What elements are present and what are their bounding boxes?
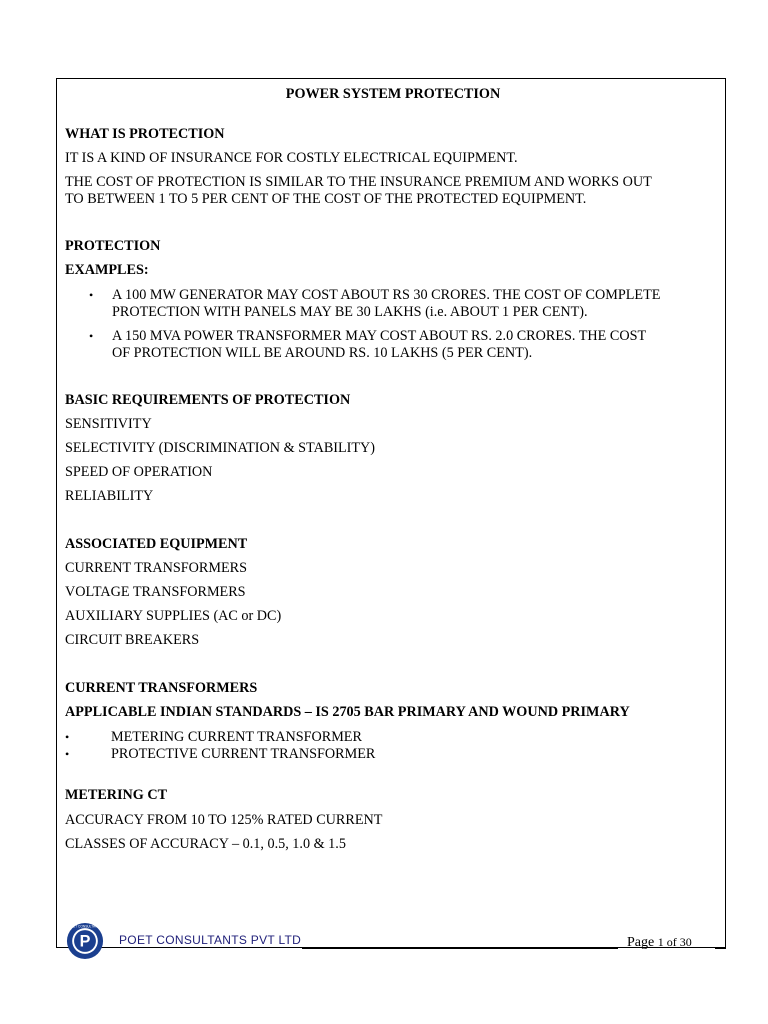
heading-indian-standards: APPLICABLE INDIAN STANDARDS – IS 2705 BAR PRIMARY AND WOUND PRIMARY bbox=[65, 704, 630, 720]
bullet-icon: • bbox=[89, 288, 94, 302]
list-item bbox=[65, 328, 725, 362]
heading-metering-ct: METERING CT bbox=[65, 787, 168, 803]
footer-rule bbox=[302, 948, 618, 949]
metering-classes: CLASSES OF ACCURACY – 0.1, 0.5, 1.0 & 1.5 bbox=[65, 836, 346, 852]
heading-current-transformers: CURRENT TRANSFORMERS bbox=[65, 680, 258, 696]
bullet-icon: • bbox=[65, 747, 70, 761]
ct-types-list bbox=[65, 729, 725, 763]
requirement-item: SELECTIVITY (DISCRIMINATION & STABILITY) bbox=[65, 440, 376, 456]
heading-what-is-protection: WHAT IS PROTECTION bbox=[65, 126, 225, 142]
list-item bbox=[65, 729, 725, 746]
company-logo-icon bbox=[66, 922, 104, 960]
requirement-item: SENSITIVITY bbox=[65, 416, 152, 432]
company-name: POET CONSULTANTS PVT LTD bbox=[119, 933, 302, 947]
page-number bbox=[627, 935, 692, 951]
bullet-icon: • bbox=[65, 730, 70, 744]
equipment-item: CIRCUIT BREAKERS bbox=[65, 632, 200, 648]
list-item bbox=[65, 746, 725, 763]
example-1-line2: PROTECTION WITH PANELS MAY BE 30 LAKHS (i.e. ABOUT 1 PER CENT). bbox=[112, 304, 588, 320]
page-footer bbox=[64, 922, 728, 962]
equipment-item: CURRENT TRANSFORMERS bbox=[65, 560, 247, 576]
example-1-line1: A 100 MW GENERATOR MAY COST ABOUT RS 30 CRORES. THE COST OF COMPLETE bbox=[112, 287, 661, 303]
logo-ring-text: POET CONSULTANTS bbox=[68, 924, 102, 929]
list-item bbox=[65, 287, 725, 321]
ct-type-metering: METERING CURRENT TRANSFORMER bbox=[111, 729, 362, 745]
ct-type-protective: PROTECTIVE CURRENT TRANSFORMER bbox=[111, 746, 376, 762]
frame-corner-mark bbox=[715, 938, 726, 949]
requirement-item: SPEED OF OPERATION bbox=[65, 464, 213, 480]
paragraph-insurance: IT IS A KIND OF INSURANCE FOR COSTLY ELECTRICAL EQUIPMENT. bbox=[65, 150, 518, 166]
paragraph-cost-line1: THE COST OF PROTECTION IS SIMILAR TO THE INSURANCE PREMIUM AND WORKS OUT bbox=[65, 174, 652, 190]
bullet-icon: • bbox=[89, 329, 94, 343]
heading-associated-equipment: ASSOCIATED EQUIPMENT bbox=[65, 536, 248, 552]
heading-examples: EXAMPLES: bbox=[65, 262, 149, 278]
metering-accuracy: ACCURACY FROM 10 TO 125% RATED CURRENT bbox=[65, 812, 383, 828]
examples-list bbox=[65, 287, 725, 362]
logo-letter: P bbox=[79, 932, 91, 951]
requirement-item: RELIABILITY bbox=[65, 488, 154, 504]
example-2-line2: OF PROTECTION WILL BE AROUND RS. 10 LAKHS (5 PER CENT). bbox=[112, 345, 533, 361]
heading-basic-requirements: BASIC REQUIREMENTS OF PROTECTION bbox=[65, 392, 351, 408]
heading-protection: PROTECTION bbox=[65, 238, 161, 254]
equipment-item: VOLTAGE TRANSFORMERS bbox=[65, 584, 246, 600]
document-body bbox=[65, 85, 725, 853]
document-title: POWER SYSTEM PROTECTION bbox=[285, 86, 501, 102]
example-2-line1: A 150 MVA POWER TRANSFORMER MAY COST ABOUT RS. 2.0 CRORES. THE COST bbox=[112, 328, 647, 344]
page-count: 1 of 30 bbox=[657, 935, 692, 949]
equipment-item: AUXILIARY SUPPLIES (AC or DC) bbox=[65, 608, 282, 624]
paragraph-cost-line2: TO BETWEEN 1 TO 5 PER CENT OF THE COST OF THE PROTECTED EQUIPMENT. bbox=[65, 191, 587, 207]
page-label: Page bbox=[627, 935, 655, 950]
